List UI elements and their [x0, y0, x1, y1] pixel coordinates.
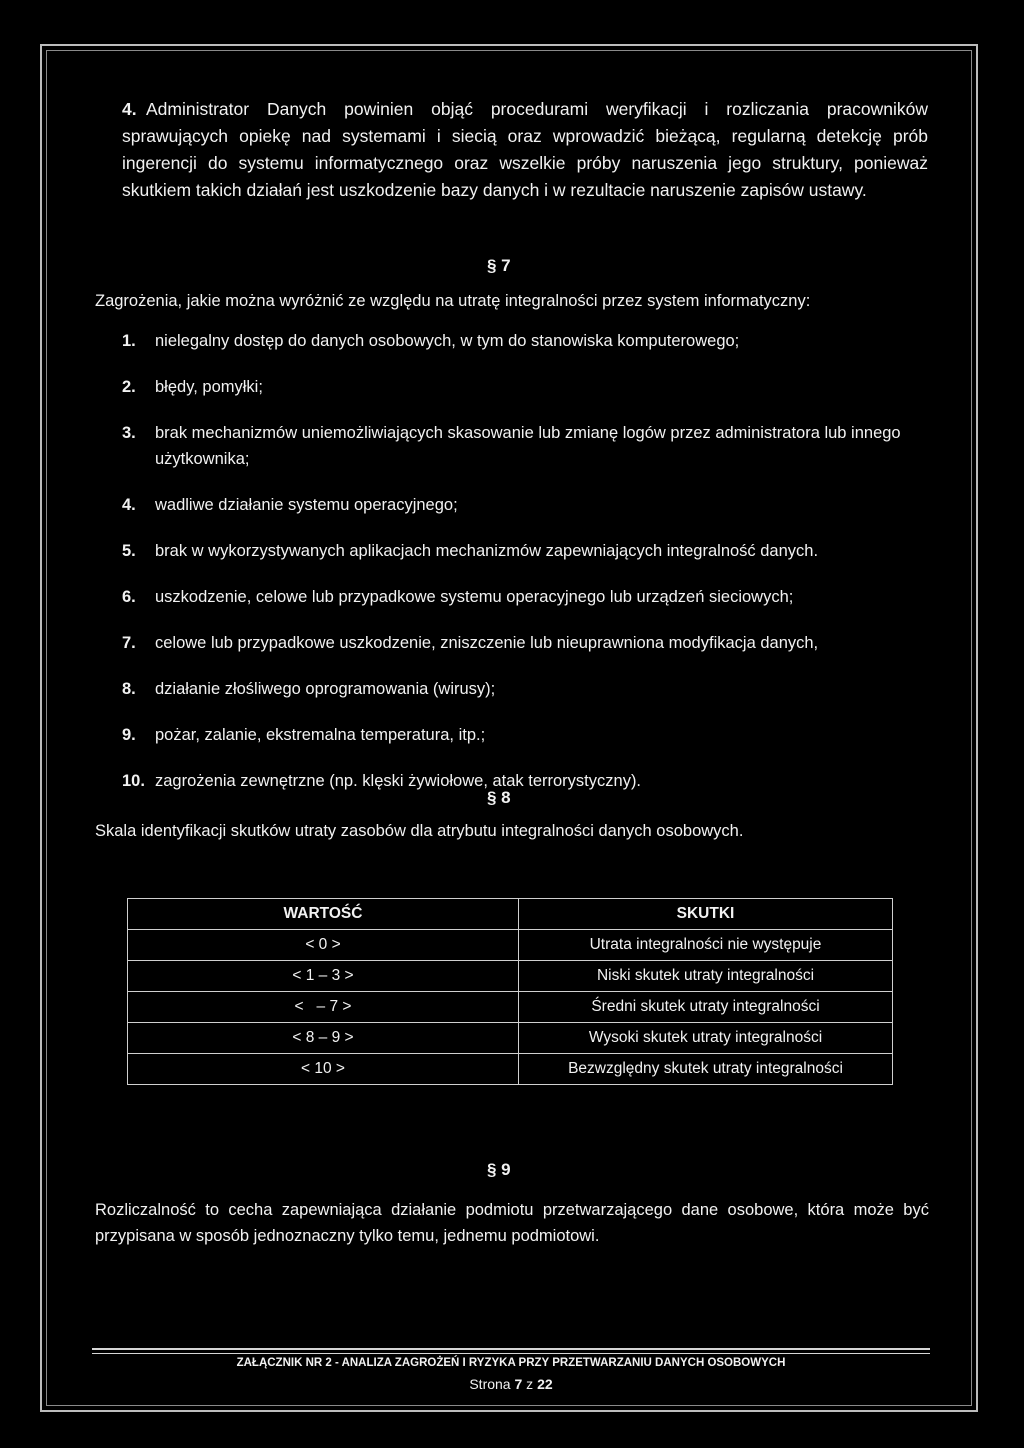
paragraph-text: Administrator Danych powinien objąć procedurami weryfikacji i rozliczania pracowników sprawujących opiekę nad systemami i siecią oraz wprowadzić bieżącą, regularną detekcję prób ingerencji do systemu informatycznego oraz wszelkie próby naruszenia jego struktury, ponieważ skutkiem takich działań jest uszkodzenie bazy danych i w rezultacie naruszenie zapisów ustawy. — [122, 99, 928, 200]
page-current: 7 — [514, 1376, 523, 1392]
list-item-text: celowe lub przypadkowe uszkodzenie, zniszczenie lub nieuprawniona modyfikacja danych, — [155, 634, 819, 652]
list-item-number: 5. — [122, 542, 136, 560]
cell-value: < 8 – 9 > — [128, 1023, 519, 1054]
list-item — [122, 676, 928, 702]
list-item — [122, 538, 928, 564]
section-7-intro: Zagrożenia, jakie można wyróżnić ze względu na utratę integralności przez system informatyczny: — [95, 292, 811, 310]
page-separator: z — [526, 1376, 534, 1392]
table-row — [128, 992, 893, 1023]
list-item — [122, 768, 928, 794]
section-8-intro: Skala identyfikacji skutków utraty zasobów dla atrybutu integralności danych osobowych. — [95, 822, 744, 840]
list-item-number: 1. — [122, 332, 136, 350]
cell-effect: Bezwzględny skutek utraty integralności — [519, 1054, 893, 1085]
cell-effect: Utrata integralności nie występuje — [519, 930, 893, 961]
section-9-heading: § 9 — [487, 1160, 511, 1179]
list-item — [122, 492, 928, 518]
page-total: 22 — [537, 1376, 553, 1392]
cell-value: < – 7 > — [128, 992, 519, 1023]
list-item-number: 6. — [122, 588, 136, 606]
integrity-scale-table — [127, 898, 893, 1085]
cell-effect: Średni skutek utraty integralności — [519, 992, 893, 1023]
cell-value: < 1 – 3 > — [128, 961, 519, 992]
list-item-number: 10. — [122, 772, 145, 790]
list-item-text: pożar, zalanie, ekstremalna temperatura, itp.; — [155, 726, 486, 744]
page-number — [92, 1376, 930, 1392]
footer-rule-thick — [92, 1348, 930, 1350]
list-item-number: 3. — [122, 424, 136, 442]
column-header-value: WARTOŚĆ — [128, 899, 519, 930]
table-header-row — [128, 899, 893, 930]
list-item-number: 7. — [122, 634, 136, 652]
cell-value: < 10 > — [128, 1054, 519, 1085]
list-item — [122, 722, 928, 748]
paragraph-number: 4. — [122, 99, 137, 119]
cell-effect: Wysoki skutek utraty integralności — [519, 1023, 893, 1054]
list-item-text: brak w wykorzystywanych aplikacjach mechanizmów zapewniających integralność danych. — [155, 542, 819, 560]
list-item-text: działanie złośliwego oprogramowania (wirusy); — [155, 680, 496, 698]
list-item — [122, 420, 928, 472]
list-item-number: 9. — [122, 726, 136, 744]
table-row — [128, 1054, 893, 1085]
footer-title: ZAŁĄCZNIK NR 2 - ANALIZA ZAGROŻEŃ I RYZYKA PRZY PRZETWARZANIU DANYCH OSOBOWYCH — [236, 1357, 786, 1369]
list-item-number: 2. — [122, 378, 136, 396]
cell-value: < 0 > — [128, 930, 519, 961]
paragraph-4 — [122, 96, 928, 204]
list-item-text: błędy, pomyłki; — [155, 378, 263, 396]
column-header-effects: SKUTKI — [519, 899, 893, 930]
table-row — [128, 961, 893, 992]
table-row — [128, 1023, 893, 1054]
list-item — [122, 630, 928, 656]
page-label: Strona — [469, 1376, 511, 1392]
section-8-heading: § 8 — [487, 788, 511, 807]
list-item-text: wadliwe działanie systemu operacyjnego; — [155, 496, 458, 514]
cell-effect: Niski skutek utraty integralności — [519, 961, 893, 992]
list-item-text: zagrożenia zewnętrzne (np. klęski żywiołowe, atak terrorystyczny). — [155, 772, 642, 790]
list-item-text: uszkodzenie, celowe lub przypadkowe systemu operacyjnego lub urządzeń sieciowych; — [155, 588, 794, 606]
list-item-text: brak mechanizmów uniemożliwiających skasowanie lub zmianę logów przez administratora lub innego użytkownika; — [155, 424, 901, 468]
section-7-heading: § 7 — [487, 256, 511, 275]
footer-rule-thin — [92, 1353, 930, 1354]
list-item-text: nielegalny dostęp do danych osobowych, w tym do stanowiska komputerowego; — [155, 332, 740, 350]
list-item — [122, 328, 928, 354]
list-item — [122, 374, 928, 400]
section-9-text: Rozliczalność to cecha zapewniająca działanie podmiotu przetwarzającego dane osobowe, która może być przypisana w sposób jednoznaczny tylko temu, jednemu podmiotowi. — [95, 1201, 929, 1245]
table-row — [128, 930, 893, 961]
list-item-number: 8. — [122, 680, 136, 698]
list-item — [122, 584, 928, 610]
threat-list — [122, 328, 928, 794]
list-item-number: 4. — [122, 496, 136, 514]
